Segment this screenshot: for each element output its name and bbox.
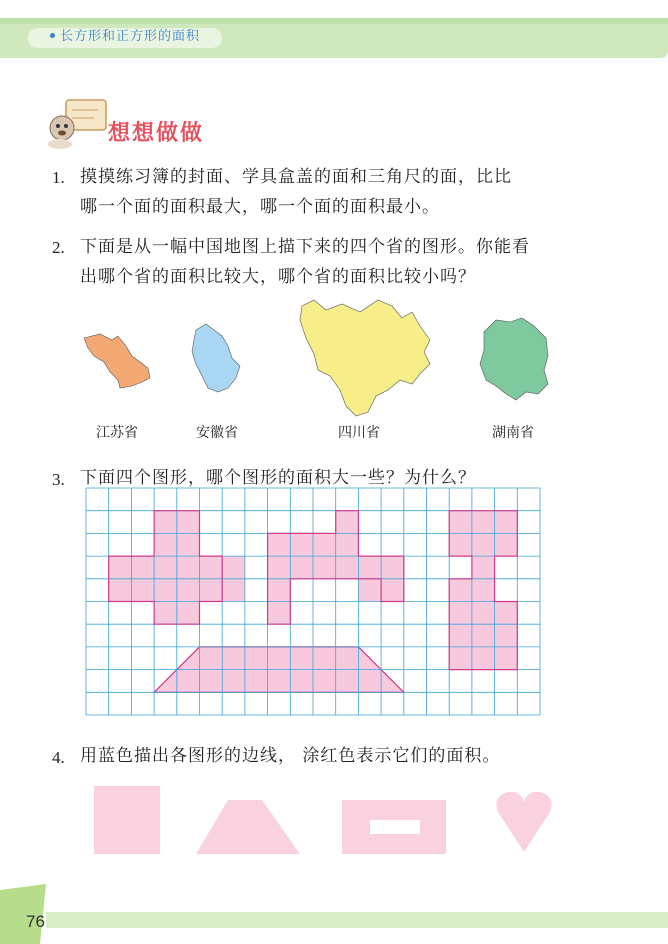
question-4-number: 4.	[52, 748, 65, 767]
province-label-jiangsu: 江苏省	[96, 425, 138, 441]
trapezoid-shape	[196, 800, 300, 854]
heart-shape	[496, 792, 551, 852]
chapter-title: 长方形和正方形的面积	[60, 29, 201, 44]
province-label-sichuan: 四川省	[338, 425, 380, 441]
page-number: 76	[26, 912, 45, 931]
question-3-line-1: 下面四个图形，哪个图形的面积大一些？为什么？	[80, 468, 476, 488]
question-2-number: 2.	[52, 238, 65, 257]
question-2-line-2: 出哪个省的面积比较大，哪个省的面积比较小吗？	[80, 267, 476, 287]
rectangle-shape	[94, 786, 160, 854]
province-label-anhui: 安徽省	[196, 425, 238, 441]
question-2-line-1: 下面是从一幅中国地图上描下来的四个省的图形。你能看	[80, 237, 530, 257]
question-1-line-2: 哪一个面的面积最大，哪一个面的面积最小。	[80, 197, 440, 217]
question-1-line-1: 摸摸练习簿的封面、学具盒盖的面和三角尺的面，比比	[80, 167, 512, 187]
section-title: 想想做做	[108, 121, 205, 146]
province-label-hunan: 湖南省	[492, 425, 534, 441]
frame-shape	[342, 800, 446, 854]
question-1-number: 1.	[52, 168, 65, 187]
question-3-number: 3.	[52, 470, 65, 489]
question-4-line-1: 用蓝色描出各图形的边线， 涂红色表示它们的面积。	[80, 746, 501, 766]
